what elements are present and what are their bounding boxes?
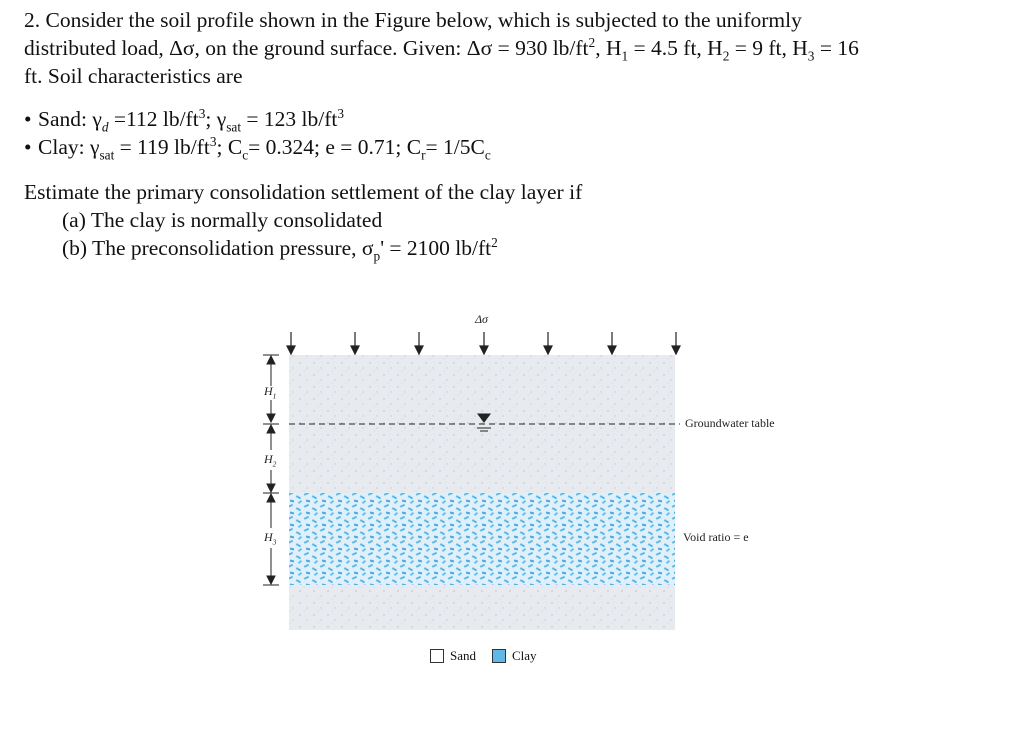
question-block xyxy=(24,178,1004,262)
part-a: (a) The clay is normally consolidated xyxy=(62,208,383,232)
intro-text: ft. Soil characteristics are xyxy=(24,64,243,88)
h3-value: = 16 xyxy=(814,36,859,60)
load-arrows xyxy=(287,332,680,354)
part-b: (b) The preconsolidation pressure, $\sigma_p' = 2100$ $lb/ft^2$ xyxy=(62,234,498,264)
intro-line-3 xyxy=(24,62,1004,90)
soil-characteristics xyxy=(24,105,1004,161)
clay-properties: • Clay: $\gamma_{sat} = 119$ $lb/ft^3$; $C_c= 0.324$; e = 0.71; $C_r= 1/5C_c$ xyxy=(24,133,491,163)
h2-label: $H_2$ xyxy=(264,452,277,469)
intro-text: distributed load, Δσ, on the ground surface. Given: Δσ = 930 lb/ft xyxy=(24,36,589,60)
intro-text: , H xyxy=(595,36,622,60)
clay-layer xyxy=(289,493,675,585)
groundwater-table-label: Groundwater table xyxy=(685,416,775,430)
figure-legend xyxy=(430,648,547,664)
h1-value: = 4.5 ft, H xyxy=(628,36,723,60)
sand-layer-lower xyxy=(289,585,675,630)
intro-line-2: distributed load, Δσ, on the ground surface. Given: Δσ = 930 $lb/ft^2$, $H_1 = 4.5$ ft, $H_2 = 9$ ft, $H_3 = 16$ xyxy=(24,34,859,64)
problem-text xyxy=(24,6,1004,262)
void-ratio-label: Void ratio = e xyxy=(683,530,749,544)
soil-profile-drawing xyxy=(255,300,815,690)
sand-properties: • Sand: $\gamma_d =112$ $lb/ft^3$; $\gamma_{sat} = 123$ $lb/ft^3$ xyxy=(24,105,345,135)
load-label: Δσ xyxy=(475,312,488,326)
intro-line-1 xyxy=(24,6,1004,34)
intro-text: 2. Consider the soil profile shown in the Figure below, which is subjected to the uniformly xyxy=(24,8,802,32)
legend-sand: Sand xyxy=(430,648,476,664)
sand-swatch xyxy=(430,649,444,663)
h3-label: $H_3$ xyxy=(264,530,277,547)
h1-label: $H_1$ xyxy=(264,384,277,401)
clay-swatch xyxy=(492,649,506,663)
legend-clay: Clay xyxy=(492,648,537,664)
estimate-text: Estimate the primary consolidation settlement of the clay layer if xyxy=(24,180,583,204)
soil-profile-figure xyxy=(255,300,815,690)
h2-value: = 9 ft, H xyxy=(729,36,808,60)
